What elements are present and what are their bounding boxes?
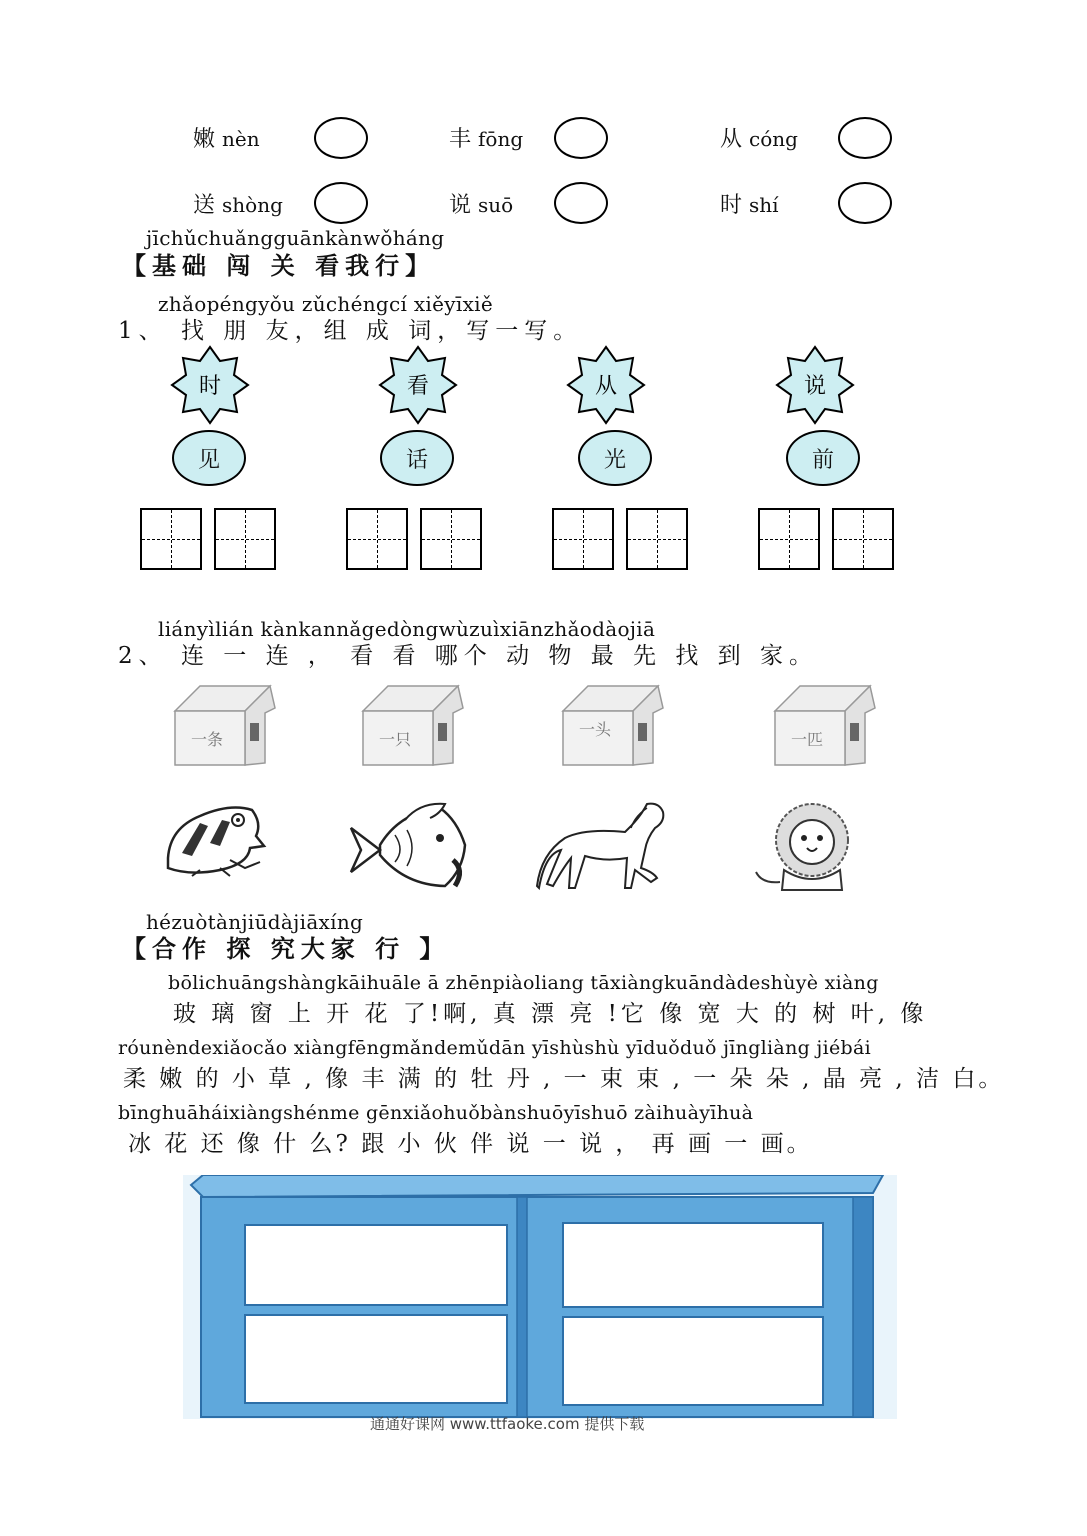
- lion-icon[interactable]: [750, 800, 865, 895]
- q1-pinyin: zhǎopéngyǒu zǔchéngcí xiěyīxiě: [158, 292, 493, 316]
- answer-circle[interactable]: [838, 117, 892, 159]
- oval-char: 见: [172, 430, 246, 486]
- writing-box[interactable]: [626, 508, 688, 570]
- passage-line1-text: 玻 璃 窗 上 开 花 了!啊, 真 漂 亮 !它 像 宽 大 的 树 叶, 像: [173, 1001, 928, 1027]
- quiz-item-char: 嫩 nèn: [193, 127, 260, 152]
- q2-text: 2、 连 一 连 ， 看 看 哪个 动 物 最 先 找 到 家。: [118, 643, 818, 669]
- star-char: 从: [594, 374, 618, 399]
- writing-box[interactable]: [346, 508, 408, 570]
- writing-box[interactable]: [140, 508, 202, 570]
- quiz-item-char: 送 shòng: [193, 193, 283, 218]
- fish-icon[interactable]: [345, 800, 475, 895]
- house-icon[interactable]: [170, 683, 280, 768]
- star-shape: [378, 345, 458, 425]
- answer-circle[interactable]: [314, 117, 368, 159]
- house-label: 一只: [378, 730, 412, 749]
- quiz-item-char: 丰 fōng: [449, 127, 524, 152]
- window-pane[interactable]: [245, 1225, 507, 1305]
- window-drawing-area[interactable]: [183, 1175, 897, 1419]
- star-shape: [170, 345, 250, 425]
- star-char: 时: [198, 374, 222, 399]
- star-char: 看: [406, 374, 430, 399]
- writing-box[interactable]: [552, 508, 614, 570]
- quiz-item-char: 说 suō: [449, 193, 514, 218]
- answer-circle[interactable]: [314, 182, 368, 224]
- passage-line3-text: 冰 花 还 像 什 么? 跟 小 伙 伴 说 一 说 ， 再 画 一 画。: [128, 1131, 813, 1157]
- horse-icon[interactable]: [535, 798, 670, 893]
- house-label: 一匹: [790, 730, 824, 749]
- oval-char: 光: [578, 430, 652, 486]
- writing-box[interactable]: [420, 508, 482, 570]
- passage-line2-text: 柔 嫩 的 小 草 , 像 丰 满 的 牡 丹 , 一 束 束 , 一 朵 朵 , 晶 亮 , 洁 白。: [123, 1066, 1005, 1092]
- window-pane[interactable]: [563, 1223, 823, 1307]
- house-icon[interactable]: [770, 683, 880, 768]
- passage-line2-pinyin: róunèndexiǎocǎo xiàngfēngmǎndemǔdān yīshùshù yīduǒduǒ jīngliàng jiébái: [118, 1037, 871, 1059]
- oval-char: 前: [786, 430, 860, 486]
- section2-title: 【合作 探 究大家 行 】: [122, 934, 450, 963]
- passage-line1-pinyin: bōlichuāngshàngkāihuāle ā zhēnpiàoliang tāxiàngkuāndàdeshùyè xiàng: [168, 972, 879, 994]
- answer-circle[interactable]: [554, 117, 608, 159]
- footer-text: 通通好课网 www.ttfaoke.com 提供下载: [370, 1415, 645, 1433]
- window-pane[interactable]: [245, 1315, 507, 1403]
- oval-char: 话: [380, 430, 454, 486]
- house-icon[interactable]: [558, 683, 668, 768]
- quiz-item-char: 时 shí: [720, 193, 779, 218]
- star-shape: [566, 345, 646, 425]
- section1-pinyin: jīchǔchuǎngguānkànwǒháng: [146, 226, 445, 250]
- section2-pinyin: hézuòtànjiūdàjiāxíng: [146, 910, 364, 934]
- writing-box[interactable]: [214, 508, 276, 570]
- answer-circle[interactable]: [838, 182, 892, 224]
- house-label: 一条: [190, 730, 224, 749]
- window-pane[interactable]: [563, 1317, 823, 1405]
- house-label: 一头: [578, 720, 612, 739]
- star-char: 说: [803, 374, 827, 399]
- writing-box[interactable]: [832, 508, 894, 570]
- q2-pinyin: liányìlián kànkannǎgedòngwùzuìxiānzhǎodàojiā: [158, 617, 656, 641]
- passage-line3-pinyin: bīnghuāháixiàngshénme gēnxiǎohuǒbànshuōyīshuō zàihuàyīhuà: [118, 1102, 754, 1124]
- answer-circle[interactable]: [554, 182, 608, 224]
- section1-title: 【基础 闯 关 看我行】: [122, 251, 436, 280]
- frog-icon[interactable]: [160, 798, 272, 878]
- writing-box[interactable]: [758, 508, 820, 570]
- house-icon[interactable]: [358, 683, 468, 768]
- star-shape: [775, 345, 855, 425]
- quiz-item-char: 从 cóng: [720, 127, 798, 152]
- q1-text: 1、 找 朋 友，组 成 词，写一写。: [118, 318, 583, 344]
